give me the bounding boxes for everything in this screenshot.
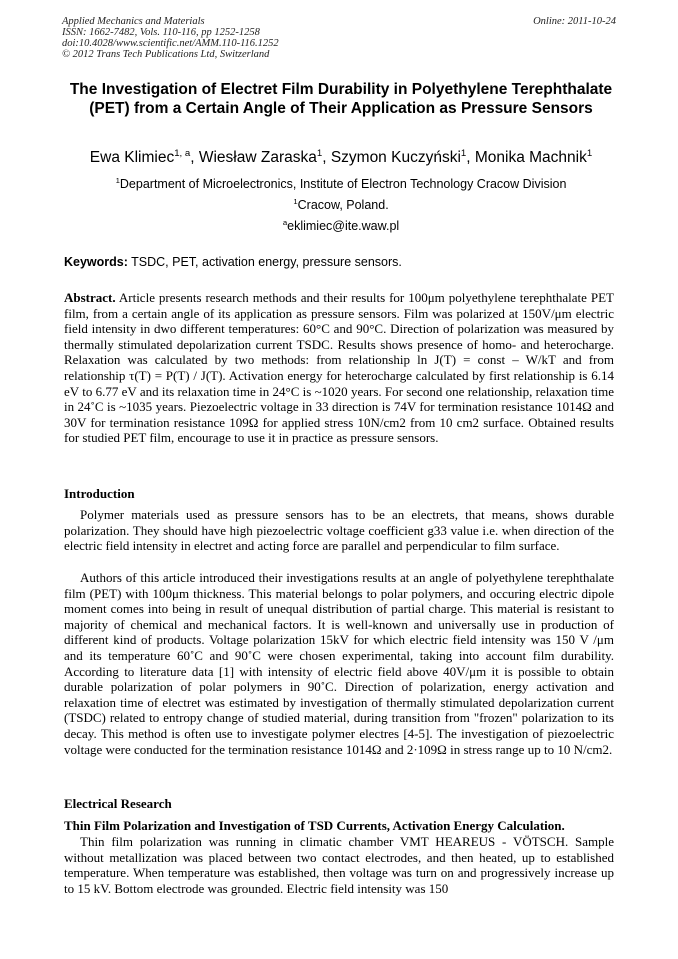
journal-name: Applied Mechanics and Materials	[62, 16, 205, 27]
author-name: Wiesław Zaraska	[198, 149, 317, 166]
author-superscript: 1	[586, 147, 593, 159]
affiliation-department: $^1$Department of Microelectronics, Institute of Electron Technology Cracow Division	[115, 175, 567, 191]
keywords-text: TSDC, PET, activation energy, pressure sensors.	[127, 255, 402, 269]
abstract-label: Abstract.	[64, 290, 116, 305]
author-name: Szymon Kuczyński	[330, 149, 461, 166]
electrical-paragraph-1: Thin film polarization was running in climatic chamber VMT HEAREUS - VÖTSCH. Sample without metallization was placed between two contact electrodes, and then heated, up to established temperature. When temperature was established, then voltage was turn on and progressively increase up to 15 kV. Bottom electrode was grounded. Electric field intensity was 150	[64, 834, 614, 896]
author-superscript: 1, a	[174, 147, 191, 159]
author-email: $^a$eklimiec@ite.waw.pl	[282, 217, 400, 233]
author-name: Ewa Klimiec	[89, 149, 175, 166]
abstract-text: Article presents research methods and their results for 100μm polyethylene terephthalate PET film, from a certain angle of its application as pressure sensors. Film was polarized at 150V/μm electric field intensity in dwo different temperatures: 60°C and 90°C. Direction of polarization was measured by thermally stimulated depolarization current TSDC. Results shows presence of homo- and heterocharge. Relaxation was calculated by two methods: from relationship ln J(T) = const – W/kT and from relationship τ(T) = P(T) / J(T). Activation energy for heterocharge calculated by first relationship is 6.14 eV to 6.77 eV and its relaxation time in 24°C is ~1020 years. For second one relationship, relaxation time in 24˚C is ~1035 years. Piezoelectric voltage in 33 direction is 74V for termination resistance 1014Ω and 30V for termination resistance 109Ω for applied stress 10N/cm2 from 10 cm2 surface. Obtained results for studied PET film, encourage to use it in practice as pressure sensors.	[64, 290, 614, 446]
affiliation-city: $^1$Cracow, Poland.	[293, 196, 389, 212]
publication-header	[62, 16, 616, 60]
paper-title: The Investigation of Electret Film Durability in Polyethylene Terephthalate (PET) from a Certain Angle of Their Application as Pressure Sensors	[69, 81, 613, 117]
introduction-heading: Introduction	[64, 486, 135, 501]
keywords	[64, 254, 618, 270]
introduction-paragraph-2: Authors of this article introduced their investigations results at an angle of polyethylene terephthalate film (PET) with 100μm thickness. This material belongs to polar polymers, and occuring electric dipole moment comes into being in result of unequal distribution of partial charge. This material is resistant to majority of chemical and mechanical factors. It is well-known and universally use in production of different kind of products. Voltage polarization 15kV for which electric field intensity was 150 V /μm and its temperature 60˚C and 90˚C were chosen experimental, taking into account film durability. According to literature data [1] with intensity of electric field above 40V/μm it is possible to obtain durable polarization of polar polymers in 90˚C. Direction of polarization, energy activation and relaxation time of electret was estimated by investigation of thermally stimulated depolarization current (TSDC) related to entropy change of studied material, during transition from "frozen" polarization to its decay. This method is often use to investigate polymer electres [4-5]. The investigation of piezoelectric voltage were conducted for the termination resistance 1014Ω and 2·109Ω in stress range up to 10 N/cm2.	[64, 570, 614, 757]
author-name: Monika Machnik	[474, 149, 587, 166]
introduction-paragraph-1: Polymer materials used as pressure sensors has to be an electrets, that means, shows durable polarization. They should have high piezoelectric voltage coefficient g33 value i.e. when direction of the electric field intensity in electret and acting force are parallel and perpendicular to film surface.	[64, 507, 614, 554]
electrical-research-heading: Electrical Research	[64, 796, 172, 811]
abstract	[64, 290, 614, 446]
author-superscript: 1	[460, 147, 467, 159]
doi-line: doi:10.4028/www.scientific.net/AMM.110-116.1252	[62, 38, 279, 49]
author-superscript: 1	[316, 147, 323, 159]
subsection-heading: Thin Film Polarization and Investigation of TSD Currents, Activation Energy Calculation.	[64, 818, 565, 833]
keywords-label: Keywords:	[64, 255, 128, 269]
copyright-line: © 2012 Trans Tech Publications Ltd, Switzerland	[62, 49, 270, 60]
author-list: Ewa Klimiec$^{1, a}$, Wiesław Zaraska$^1$, Szymon Kuczyński$^1$, Monika Machnik$^1$	[89, 147, 593, 166]
online-date: Online: 2011-10-24	[533, 16, 616, 27]
issn-line: ISSN: 1662-7482, Vols. 110-116, pp 1252-1258	[62, 27, 260, 38]
